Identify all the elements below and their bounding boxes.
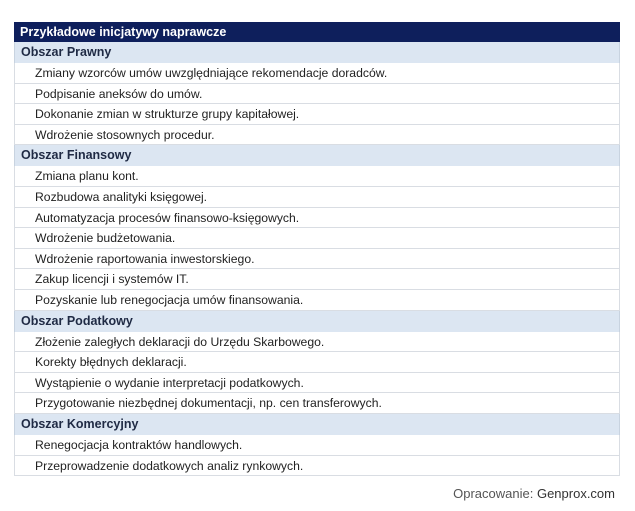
table-row: Renegocjacja kontraktów handlowych. xyxy=(14,435,620,456)
table-row: Zakup licencji i systemów IT. xyxy=(14,269,620,290)
table-row: Przygotowanie niezbędnej dokumentacji, np. cen transferowych. xyxy=(14,393,620,414)
source-name: Genprox.com xyxy=(536,486,615,501)
table-row: Dokonanie zmian w strukturze grupy kapitałowej. xyxy=(14,104,620,125)
table-body xyxy=(14,42,620,476)
table-row: Korekty błędnych deklaracji. xyxy=(14,352,620,373)
source-credit xyxy=(453,486,615,501)
section-header: Obszar Prawny xyxy=(14,42,620,63)
initiatives-table xyxy=(14,22,620,476)
section-header: Obszar Finansowy xyxy=(14,145,620,166)
source-label: Opracowanie: xyxy=(453,486,534,501)
section-header: Obszar Podatkowy xyxy=(14,311,620,332)
table-row: Wdrożenie raportowania inwestorskiego. xyxy=(14,249,620,270)
table-row: Złożenie zaległych deklaracji do Urzędu Skarbowego. xyxy=(14,332,620,353)
table-row: Rozbudowa analityki księgowej. xyxy=(14,187,620,208)
section-header: Obszar Komercyjny xyxy=(14,414,620,435)
table-row: Wdrożenie stosownych procedur. xyxy=(14,125,620,146)
table-row: Wdrożenie budżetowania. xyxy=(14,228,620,249)
table-row: Wystąpienie o wydanie interpretacji podatkowych. xyxy=(14,373,620,394)
table-row: Automatyzacja procesów finansowo-księgowych. xyxy=(14,208,620,229)
table-row: Podpisanie aneksów do umów. xyxy=(14,84,620,105)
table-title: Przykładowe inicjatywy naprawcze xyxy=(14,22,620,42)
table-row: Zmiana planu kont. xyxy=(14,166,620,187)
table-row: Przeprowadzenie dodatkowych analiz rynkowych. xyxy=(14,456,620,477)
table-row: Zmiany wzorców umów uwzględniające rekomendacje doradców. xyxy=(14,63,620,84)
table-row: Pozyskanie lub renegocjacja umów finansowania. xyxy=(14,290,620,311)
